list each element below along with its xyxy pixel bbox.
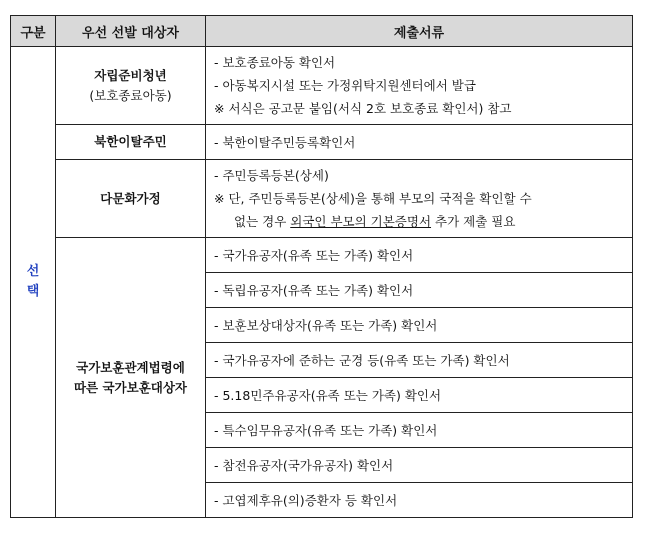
note-underlined: 외국인 부모의 기본증명서 bbox=[290, 214, 432, 229]
category-cell bbox=[11, 47, 56, 518]
document-note: ※ 서식은 공고문 붙임(서식 2호 보호종료 확인서) 참고 bbox=[214, 101, 512, 116]
header-category: 구분 bbox=[11, 16, 56, 47]
category-label-1: 선 bbox=[26, 264, 40, 279]
selection-documents-table bbox=[10, 15, 633, 518]
group-title: 다문화가정 bbox=[100, 190, 161, 206]
note-text: 추가 제출 필요 bbox=[431, 214, 516, 229]
document-item: - 특수임무유공자(유족 또는 가족) 확인서 bbox=[206, 413, 633, 448]
row-independence-youth bbox=[11, 47, 633, 125]
document-item: - 북한이탈주민등록확인서 bbox=[206, 125, 633, 160]
group-subtitle: (보호종료아동) bbox=[89, 87, 172, 103]
group-title-cell bbox=[56, 238, 206, 518]
documents-cell bbox=[206, 47, 633, 125]
documents-cell bbox=[206, 160, 633, 238]
document-note: ※ 단, 주민등록등본(상세)을 통해 부모의 국적을 확인할 수 bbox=[214, 191, 532, 206]
document-item: - 아동복지시설 또는 가정위탁지원센터에서 발급 bbox=[214, 78, 476, 93]
document-item: - 보호종료아동 확인서 bbox=[214, 55, 336, 70]
document-item: - 주민등록등본(상세) bbox=[214, 168, 329, 183]
document-item: - 국가유공자에 준하는 군경 등(유족 또는 가족) 확인서 bbox=[206, 343, 633, 378]
document-item: - 5.18민주유공자(유족 또는 가족) 확인서 bbox=[206, 378, 633, 413]
header-row bbox=[11, 16, 633, 47]
document-item: - 독립유공자(유족 또는 가족) 확인서 bbox=[206, 273, 633, 308]
header-target: 우선 선발 대상자 bbox=[56, 16, 206, 47]
group-title-line-1: 국가보훈관계법령에 bbox=[76, 359, 185, 375]
group-title-line-2: 따른 국가보훈대상자 bbox=[73, 379, 188, 395]
row-north-korean-defector bbox=[11, 125, 633, 160]
note-text: 없는 경우 bbox=[234, 214, 291, 229]
document-note-continued bbox=[214, 210, 624, 233]
header-documents: 제출서류 bbox=[206, 16, 633, 47]
category-label-2: 택 bbox=[26, 284, 40, 299]
group-title-cell bbox=[56, 47, 206, 125]
row-multicultural-family bbox=[11, 160, 633, 238]
group-title: 북한이탈주민 bbox=[94, 134, 167, 149]
row-veterans bbox=[11, 238, 633, 273]
document-item: - 국가유공자(유족 또는 가족) 확인서 bbox=[206, 238, 633, 273]
group-title: 자립준비청년 bbox=[94, 67, 167, 83]
document-item: - 참전유공자(국가유공자) 확인서 bbox=[206, 448, 633, 483]
group-title-cell bbox=[56, 160, 206, 238]
document-item: - 고엽제후유(의)증환자 등 확인서 bbox=[206, 483, 633, 518]
group-title-cell bbox=[56, 125, 206, 160]
document-item: - 보훈보상대상자(유족 또는 가족) 확인서 bbox=[206, 308, 633, 343]
